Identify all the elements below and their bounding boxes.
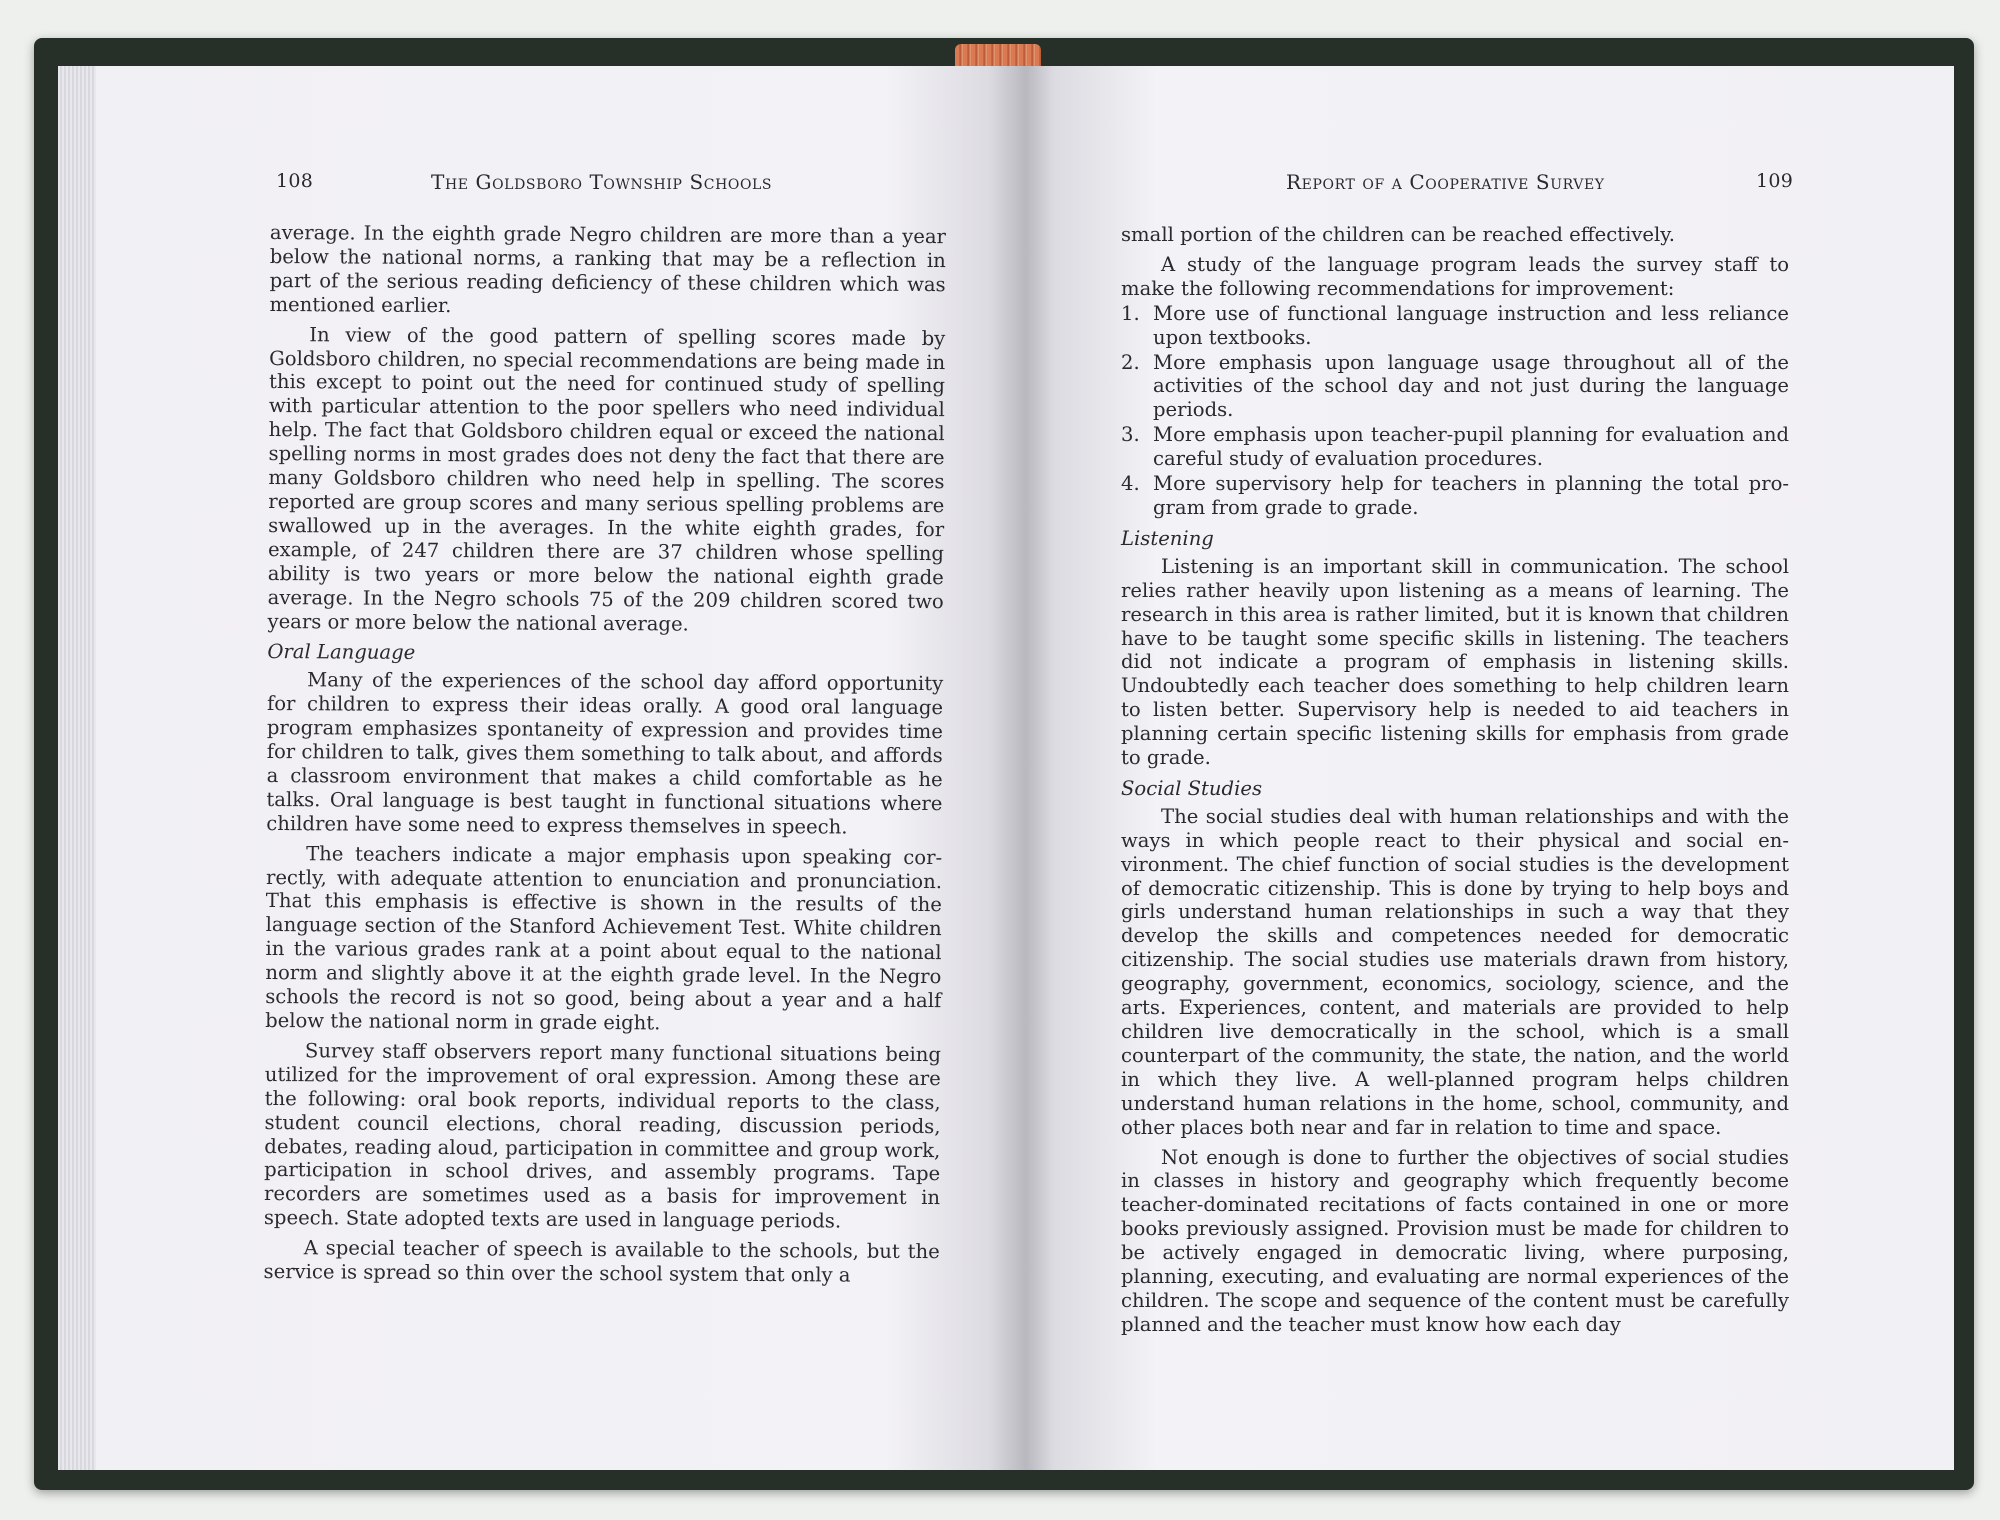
right-page-body — [1121, 223, 1789, 1337]
body-paragraph: Not enough is done to further the objectives of social studies in classes in history and geography which frequently become teacher-dominated recitations of facts contained in one or more books previously assigned. Provision must be made for children to be actively engaged in democratic living, where purposing, planning, executing, and evaluating are normal experiences of the children. The scope and sequence of the content must be carefully planned and the teacher must know how each day — [1121, 1145, 1789, 1336]
body-paragraph: small portion of the children can be reached effectively. — [1121, 223, 1675, 246]
list-item-text: More use of functional language instruction and less reliance upon textbooks. — [1153, 301, 1789, 349]
list-number: 1. — [1121, 301, 1140, 325]
recommendations-list — [1121, 302, 1789, 520]
body-paragraph: Survey staff observers report many functional situations being utilized for the improvement of oral expression. Among these are the following: oral book reports, individual reports to the class, student council elections, choral reading, discussion periods, debates, reading aloud, participation in committee and group work, participation in school drives, and assembly programs. Tape recorders are sometimes used as a basis for improvement in speech. State adopted texts are used in language periods. — [263, 1039, 941, 1233]
section-heading-listening: Listening — [1121, 526, 1214, 550]
list-item — [1121, 472, 1789, 520]
list-number: 3. — [1121, 423, 1140, 447]
right-page — [1026, 66, 1954, 1470]
list-item-text: More emphasis upon language usage throughout all of the activities of the school day and not just during the language periods. — [1153, 350, 1789, 422]
body-paragraph: A study of the language program leads the survey staff to make the following recommendations for improvement: — [1121, 252, 1789, 300]
left-page-number: 108 — [276, 170, 314, 192]
right-page-number: 109 — [1756, 170, 1794, 192]
list-item-text: More supervisory help for teachers in planning the total program from grade to grade. — [1153, 472, 1789, 519]
list-number: 2. — [1121, 350, 1140, 374]
body-paragraph: The social studies deal with human relationships and with the ways in which people react to their physical and social environment. The chief function of social studies is the development of democratic citizenship. This is done by trying to help boys and girls understand human relationships in such a way that they develop the skills and competences needed for democratic citizenship. The social studies use materials drawn from history, geography, government, economics, sociology, science, and the arts. Experiences, content, and materials are provided to help children live democratically in the school, which is a small counterpart of the community, the state, the nation, and the world in which they live. A well-planned program helps children understand human relations in the home, school, community, and other places both near and far in relation to time and space. — [1121, 804, 1789, 1139]
left-running-head: The Goldsboro Township Schools — [431, 170, 773, 194]
right-running-head: Report of a Cooperative Survey — [1286, 170, 1605, 194]
list-number: 4. — [1121, 472, 1140, 496]
left-page-body — [264, 221, 946, 1288]
body-paragraph: In view of the good pattern of spelling scores made by Goldsboro children, no special recommendations are being made in this except to point out the need for continued study of spelling with particular attention to the poor spellers who need individual help. The fact that Goldsboro children equal or exceed the national spelling norms in most grades does not deny the fact that there are many Goldsboro children who need help in spelling. The scores reported are group scores and many serious spelling problems are swallowed up in the averages. In the white eighth grades, for example, of 247 children there are 37 children whose spelling ability is two years or more below the national eighth grade average. In the Negro schools 75 of the 209 children scored two years or more below the national average. — [267, 322, 946, 636]
body-paragraph: A special teacher of speech is available to the schools, but the service is spread so thin over the school system that only a — [263, 1236, 940, 1287]
list-item — [1121, 423, 1789, 471]
section-heading-social-studies: Social Studies — [1121, 776, 1263, 800]
list-item-text: More emphasis upon teacher-pupil planning for evaluation and careful study of evaluation procedures. — [1153, 423, 1789, 471]
list-item — [1121, 351, 1789, 423]
body-paragraph: Listening is an important skill in communication. The school relies rather heavily upon listening as a means of learning. The research in this area is rather limited, but it is known that children have to be taught some specific skills in listening. The teachers did not indicate a program of emphasis in listening skills. Undoubtedly each teacher does something to help children learn to listen better. Supervisory help is needed to aid teachers in planning certain specific listening skills for emphasis from grade to grade. — [1121, 554, 1789, 770]
body-paragraph: The teachers indicate a major emphasis upon speaking correctly, with adequate attention to enunciation and pronunciation. That this emphasis is effective is shown in the results of the language section of the Stanford Achievement Test. White children in the various grades rank at a point about equal to the national norm and slightly above it at the eighth grade level. In the Negro schools the record is not so good, being about a year and a half below the national norm in grade eight. — [265, 841, 943, 1035]
list-item — [1121, 302, 1789, 350]
body-paragraph: average. In the eighth grade Negro children are more than a year below the national norms, a ranking that may be a reflection in part of the serious reading deficiency of these children which was mentioned earlier. — [269, 221, 946, 317]
body-paragraph: Many of the experiences of the school day afford opportunity for children to express their ideas orally. A good oral language program emphasizes spontaneity of expression and provides time for children to talk, gives them something to talk about, and affords a classroom environment that makes a child comfortable as he talks. Oral language is best taught in functional situations where children have some need to express themselves in speech. — [266, 668, 944, 839]
left-page — [96, 66, 1026, 1470]
section-heading-oral-language: Oral Language — [267, 640, 416, 665]
